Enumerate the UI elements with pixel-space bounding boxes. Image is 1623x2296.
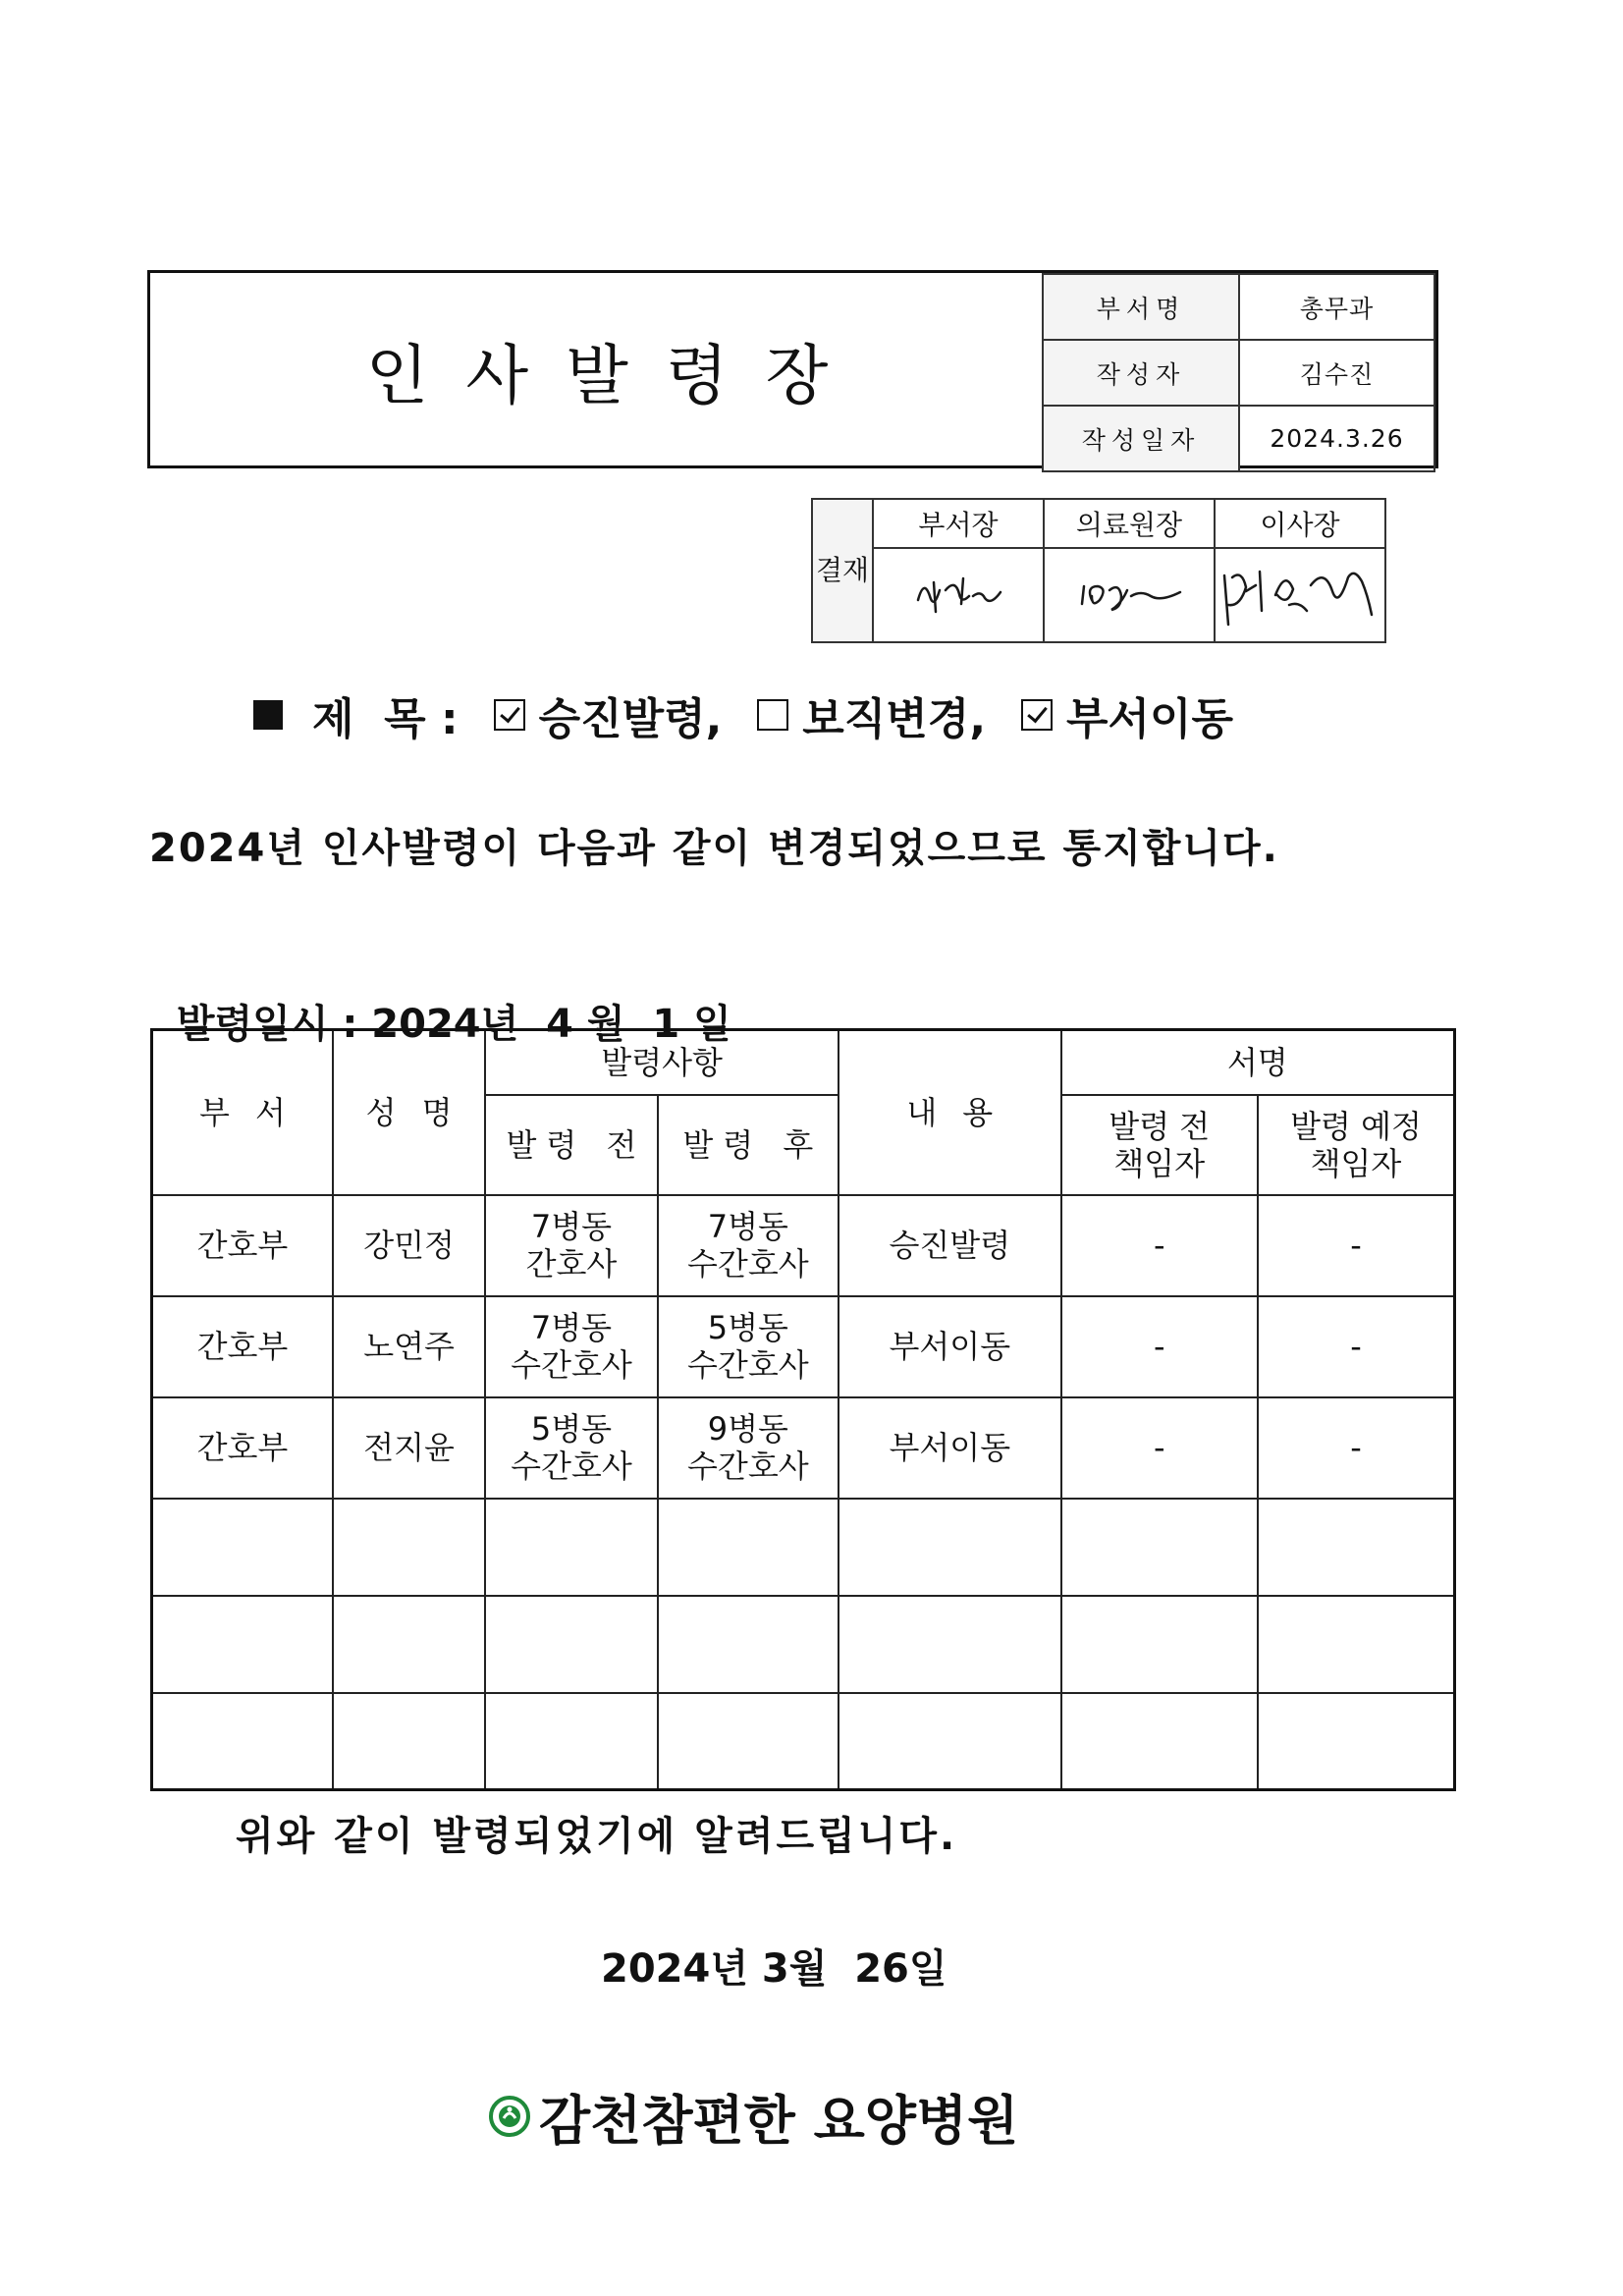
col-header-next-manager-l2: 책임자 — [1310, 1144, 1402, 1182]
empty-box-icon[interactable] — [757, 699, 788, 731]
col-header-signature: 서명 — [1061, 1030, 1455, 1095]
cell-name: 강민정 — [333, 1195, 485, 1296]
table-row — [152, 1296, 1455, 1397]
hospital-logo-icon — [488, 2095, 531, 2138]
cell-prev-manager: - — [1061, 1397, 1258, 1499]
cell-after — [658, 1296, 839, 1397]
table-row — [152, 1397, 1455, 1499]
cell-prev-manager: - — [1061, 1195, 1258, 1296]
cell-before — [485, 1397, 657, 1499]
closing-text: 위와 같이 발령되었기에 알려드립니다. — [236, 1814, 958, 1859]
col-header-prev-manager-l2: 책임자 — [1113, 1144, 1206, 1182]
cell-before-role: 간호사 — [525, 1245, 618, 1283]
approval-label: 결재 — [812, 499, 873, 642]
empty-table-row — [152, 1693, 1455, 1790]
col-header-dept: 부서 — [152, 1030, 333, 1195]
table-header-row — [152, 1030, 1455, 1095]
cell-next-manager: - — [1258, 1397, 1455, 1499]
cell-after — [658, 1195, 839, 1296]
cell-content: 부서이동 — [839, 1397, 1061, 1499]
meta-label-dept: 부서명 — [1043, 274, 1239, 340]
approval-table — [811, 498, 1386, 643]
meta-value-dept: 총무과 — [1239, 274, 1434, 340]
col-header-name: 성명 — [333, 1030, 485, 1195]
cell-after-ward: 7병동 — [707, 1208, 788, 1245]
cell-before — [485, 1296, 657, 1397]
cell-before-role: 수간호사 — [511, 1448, 632, 1485]
cell-before-role: 수간호사 — [511, 1346, 632, 1384]
meta-row — [1043, 406, 1434, 471]
subject-line — [253, 685, 1432, 744]
table-row — [152, 1195, 1455, 1296]
checked-box-icon[interactable] — [1021, 699, 1053, 731]
col-header-before: 발령 전 — [485, 1095, 657, 1195]
document-title: 인사발령장 — [365, 337, 866, 413]
col-header-after: 발령 후 — [658, 1095, 839, 1195]
effective-date-value: 2024년 4 월 1 일 — [371, 1002, 731, 1047]
col-header-content: 내용 — [839, 1030, 1061, 1195]
cell-before-ward: 5병동 — [530, 1410, 613, 1448]
col-header-next-manager-l1: 발령 예정 — [1290, 1107, 1422, 1145]
meta-row — [1043, 274, 1434, 340]
effective-date-label: 발령일시 : — [176, 1002, 372, 1047]
black-square-bullet-icon — [253, 700, 283, 730]
cell-next-manager: - — [1258, 1296, 1455, 1397]
hospital-signature — [488, 2082, 1018, 2151]
cell-after-ward: 9병동 — [707, 1410, 788, 1448]
cell-before-ward: 7병동 — [530, 1309, 613, 1346]
cell-name: 전지윤 — [333, 1397, 485, 1499]
cell-after — [658, 1397, 839, 1499]
cell-dept: 간호부 — [152, 1195, 333, 1296]
checked-box-icon[interactable] — [494, 699, 525, 731]
subject-label: 제 목 : — [312, 694, 459, 744]
cell-content: 승진발령 — [839, 1195, 1061, 1296]
cell-after-role: 수간호사 — [687, 1346, 809, 1384]
approval-role-medical-director: 의료원장 — [1044, 499, 1215, 548]
cell-next-manager: - — [1258, 1195, 1455, 1296]
cell-name: 노연주 — [333, 1296, 485, 1397]
meta-label-author: 작성자 — [1043, 340, 1239, 406]
signature-medical-director — [1044, 548, 1215, 642]
meta-value-date: 2024.3.26 — [1239, 406, 1434, 471]
approval-role-chairman: 이사장 — [1215, 499, 1385, 548]
signature-dept-head — [873, 548, 1044, 642]
cell-before-ward: 7병동 — [530, 1208, 613, 1245]
cell-before — [485, 1195, 657, 1296]
subject-option-position-change: 보직변경, — [802, 694, 987, 744]
subject-option-promotion: 승진발령, — [538, 694, 723, 744]
issue-date: 2024년 3월 26일 — [601, 1946, 947, 1992]
cell-after-role: 수간호사 — [687, 1448, 809, 1485]
notice-text: 2024년 인사발령이 다음과 같이 변경되었으므로 통지합니다. — [149, 826, 1279, 871]
cell-after-role: 수간호사 — [687, 1245, 809, 1283]
meta-row — [1043, 340, 1434, 406]
approval-role-dept-head: 부서장 — [873, 499, 1044, 548]
document-meta-table — [1042, 273, 1435, 472]
col-header-next-manager — [1258, 1095, 1455, 1195]
empty-table-row — [152, 1596, 1455, 1693]
header-box — [147, 270, 1438, 468]
col-header-prev-manager-l1: 발령 전 — [1109, 1107, 1211, 1145]
subject-option-dept-transfer: 부서이동 — [1066, 694, 1234, 744]
appointment-table — [150, 1028, 1456, 1791]
meta-value-author: 김수진 — [1239, 340, 1434, 406]
cell-content: 부서이동 — [839, 1296, 1061, 1397]
cell-prev-manager: - — [1061, 1296, 1258, 1397]
cell-dept: 간호부 — [152, 1397, 333, 1499]
cell-after-ward: 5병동 — [707, 1309, 788, 1346]
col-header-appointment: 발령사항 — [485, 1030, 839, 1095]
signature-chairman — [1215, 548, 1385, 642]
empty-table-row — [152, 1499, 1455, 1596]
col-header-prev-manager — [1061, 1095, 1258, 1195]
cell-dept: 간호부 — [152, 1296, 333, 1397]
hospital-name: 감천참편한 요양병원 — [539, 2089, 1019, 2152]
meta-label-date: 작성일자 — [1043, 406, 1239, 471]
